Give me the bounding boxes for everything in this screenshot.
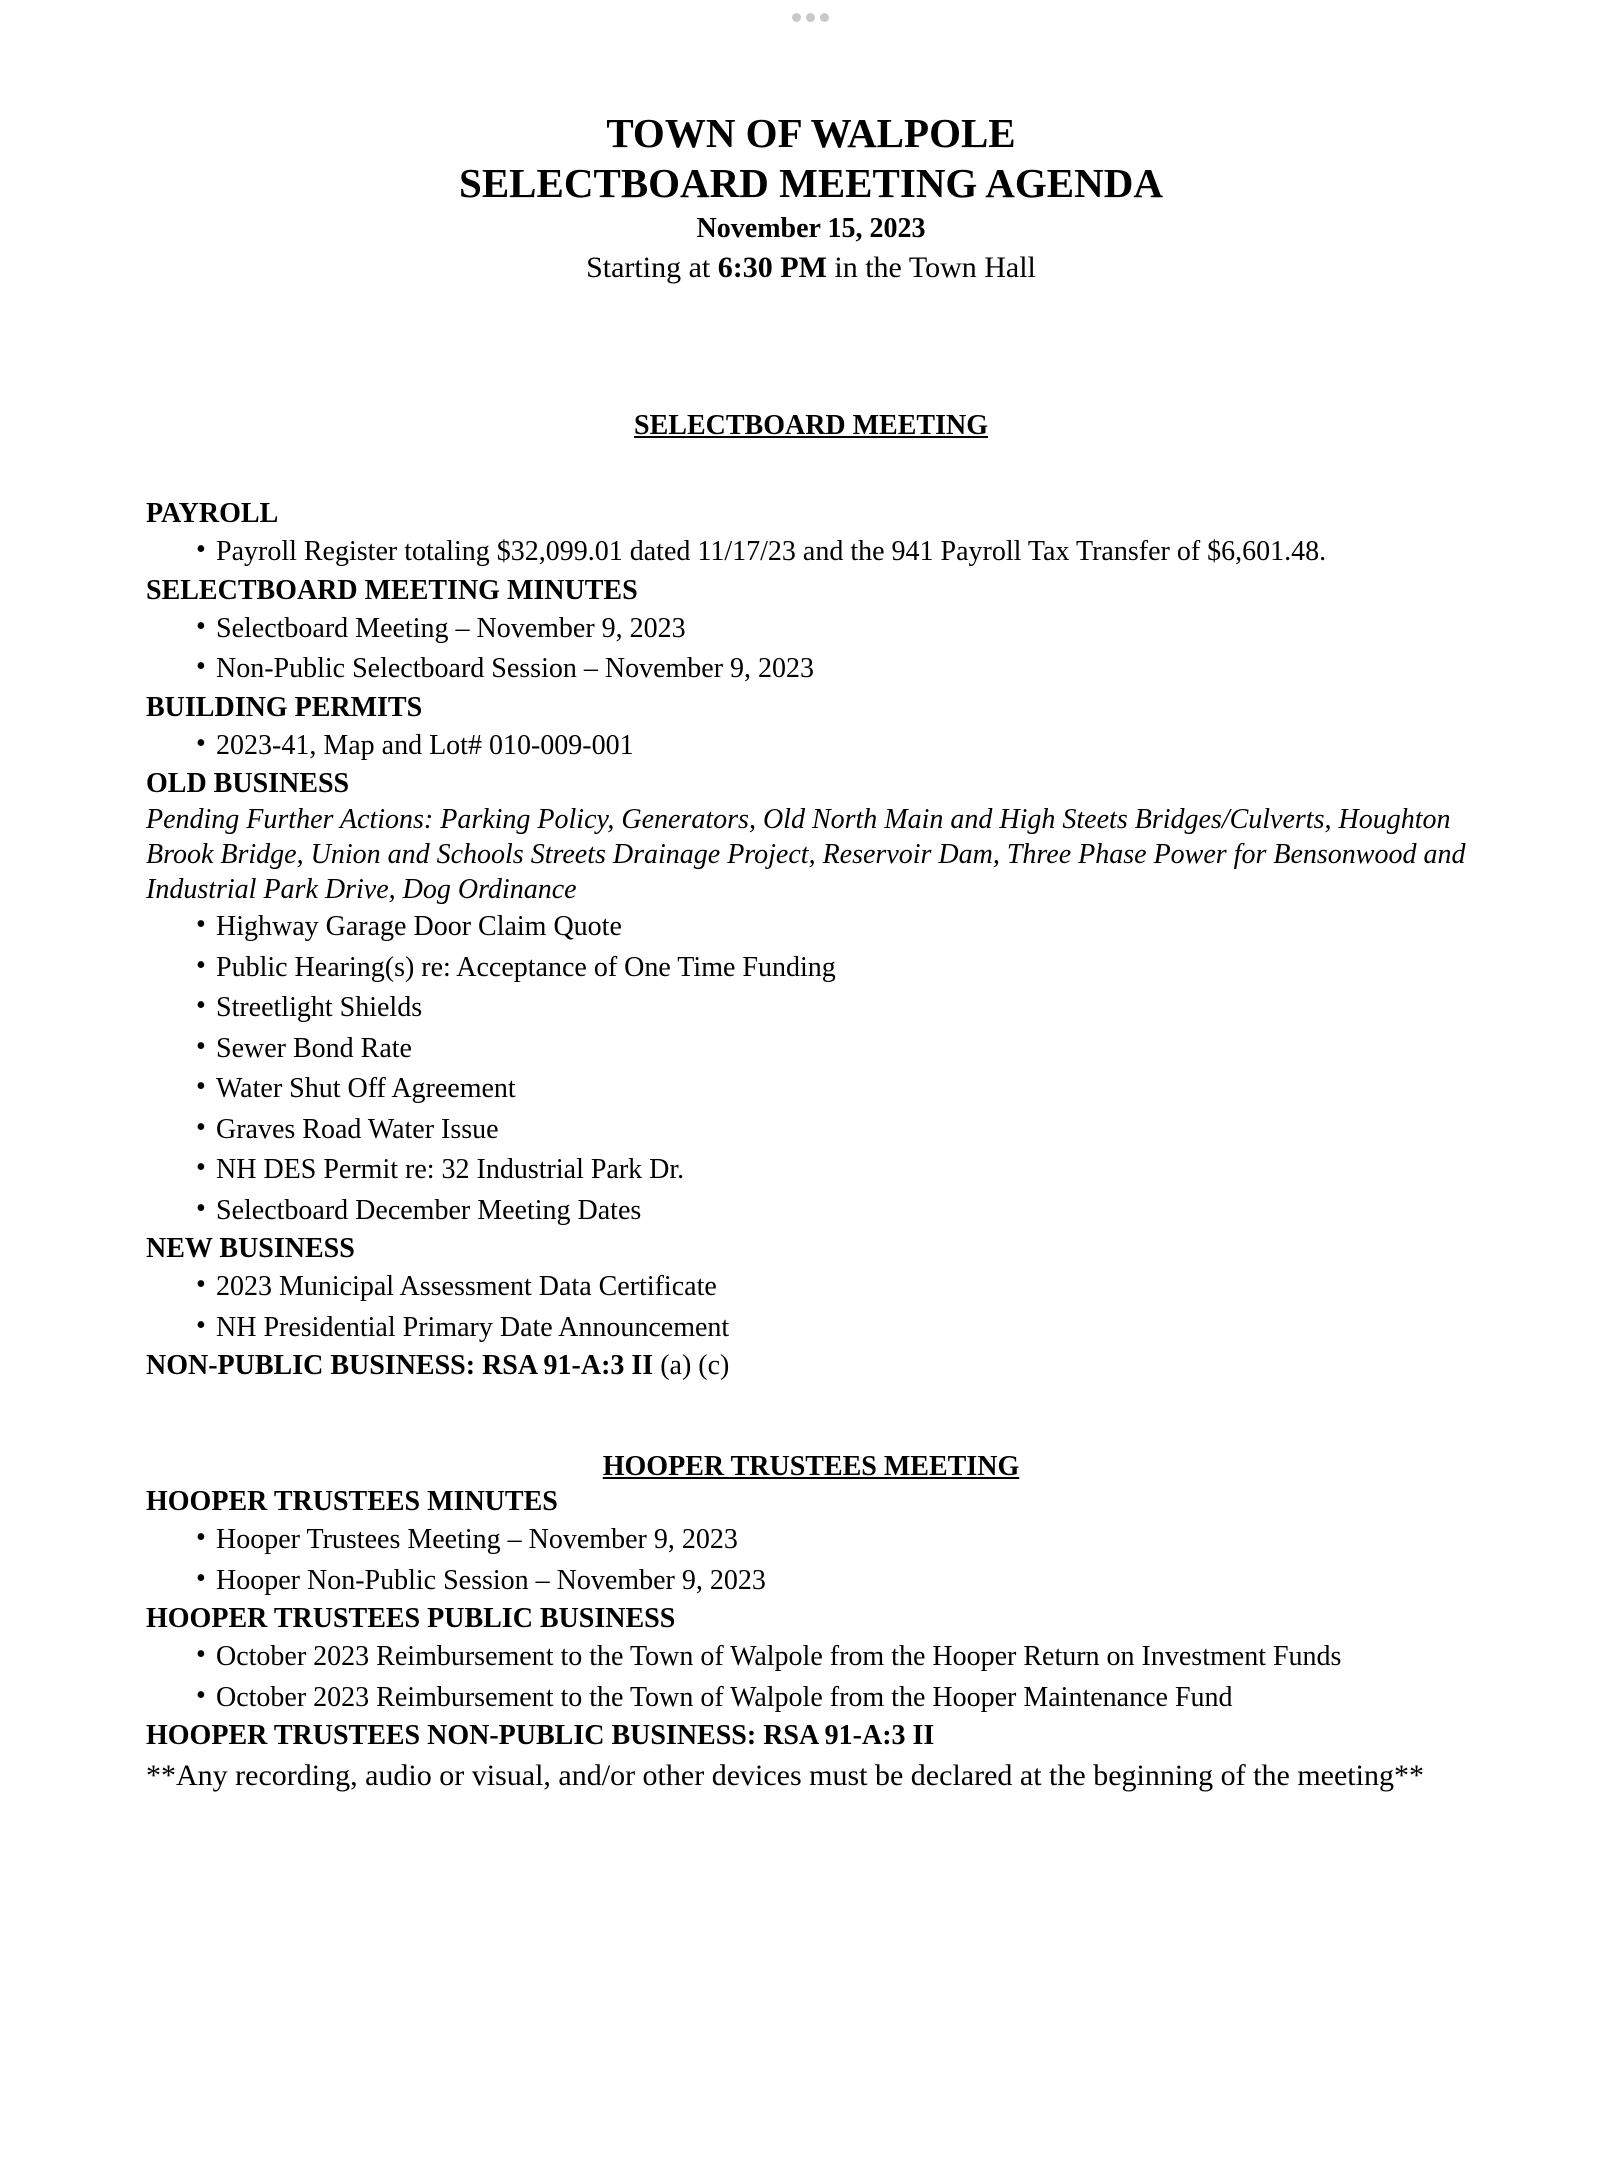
non-public-label: NON-PUBLIC BUSINESS: RSA 91-A:3 II: [146, 1350, 654, 1381]
hooper-section: [146, 1484, 1476, 1795]
list-item: • NH Presidential Primary Date Announcement: [146, 1308, 1476, 1349]
list-item: • Selectboard December Meeting Dates: [146, 1191, 1476, 1232]
dot: [792, 13, 801, 22]
new-business-list: [146, 1267, 1476, 1348]
payroll-list: [146, 532, 1476, 573]
start-time: 6:30 PM: [717, 251, 827, 284]
list-item: • Streetlight Shields: [146, 988, 1476, 1029]
payroll-label: PAYROLL: [146, 498, 279, 529]
dot: [806, 13, 815, 22]
hooper-non-public-label: HOOPER TRUSTEES NON-PUBLIC BUSINESS: RSA 91-A:3 II: [146, 1720, 935, 1751]
agenda-document: [146, 108, 1476, 1795]
dot: [820, 13, 829, 22]
new-business-label: NEW BUSINESS: [146, 1233, 355, 1264]
list-item: • Sewer Bond Rate: [146, 1029, 1476, 1070]
list-item: • 2023 Municipal Assessment Data Certificate: [146, 1267, 1476, 1308]
non-public-business-line: [146, 1348, 1476, 1384]
list-item: • Hooper Non-Public Session – November 9, 2023: [146, 1561, 1476, 1602]
town-name: TOWN OF WALPOLE: [606, 110, 1016, 156]
hooper-minutes-list: [146, 1520, 1476, 1601]
hooper-public-list: [146, 1637, 1476, 1718]
selectboard-heading: SELECTBOARD MEETING: [634, 410, 988, 441]
list-item: • Public Hearing(s) re: Acceptance of One Time Funding: [146, 948, 1476, 989]
list-item: • Non-Public Selectboard Session – November 9, 2023: [146, 649, 1476, 690]
hooper-public-label: HOOPER TRUSTEES PUBLIC BUSINESS: [146, 1603, 676, 1634]
selectboard-minutes-list: [146, 609, 1476, 690]
meeting-date: November 15, 2023: [696, 213, 926, 244]
non-public-suffix: (a) (c): [653, 1350, 730, 1381]
list-item: • Payroll Register totaling $32,099.01 dated 11/17/23 and the 941 Payroll Tax Transfer of $6,601.48.: [146, 532, 1476, 573]
list-item: • Selectboard Meeting – November 9, 2023: [146, 609, 1476, 650]
pending-actions-text: Pending Further Actions: Parking Policy, Generators, Old North Main and High Steets Bridges/Culverts, Houghton Brook Bridge, Union and Schools Streets Drainage Project, Reservoir Dam, Three Phase Power for Bensonwood and Industrial Park Drive, Dog Ordinance: [146, 804, 1466, 905]
start-suffix: in the Town Hall: [826, 251, 1036, 284]
old-business-label: OLD BUSINESS: [146, 768, 350, 799]
agenda-header: [146, 108, 1476, 288]
start-prefix: Starting at: [586, 251, 718, 284]
list-item: • NH DES Permit re: 32 Industrial Park Dr.: [146, 1150, 1476, 1191]
list-item: • Water Shut Off Agreement: [146, 1069, 1476, 1110]
list-item: • 2023-41, Map and Lot# 010-009-001: [146, 726, 1476, 767]
list-item: • Highway Garage Door Claim Quote: [146, 907, 1476, 948]
agenda-title: SELECTBOARD MEETING AGENDA: [459, 160, 1163, 206]
old-business-list: [146, 907, 1476, 1231]
selectboard-minutes-label: SELECTBOARD MEETING MINUTES: [146, 574, 638, 606]
page-handle-dots[interactable]: [0, 13, 1620, 22]
list-item: • October 2023 Reimbursement to the Town of Walpole from the Hooper Maintenance Fund: [146, 1678, 1476, 1719]
meeting-start-line: [146, 248, 1476, 288]
recording-notice: **Any recording, audio or visual, and/or other devices must be declared at the beginning of the meeting**: [146, 1759, 1424, 1792]
hooper-minutes-label: HOOPER TRUSTEES MINUTES: [146, 1486, 558, 1517]
list-item: • October 2023 Reimbursement to the Town of Walpole from the Hooper Return on Investment Funds: [146, 1637, 1476, 1678]
building-permits-label: BUILDING PERMITS: [146, 691, 423, 723]
hooper-heading: HOOPER TRUSTEES MEETING: [602, 1451, 1020, 1482]
list-item: • Hooper Trustees Meeting – November 9, 2023: [146, 1520, 1476, 1561]
list-item: • Graves Road Water Issue: [146, 1110, 1476, 1151]
building-permits-list: [146, 726, 1476, 767]
selectboard-section: [146, 496, 1476, 1384]
